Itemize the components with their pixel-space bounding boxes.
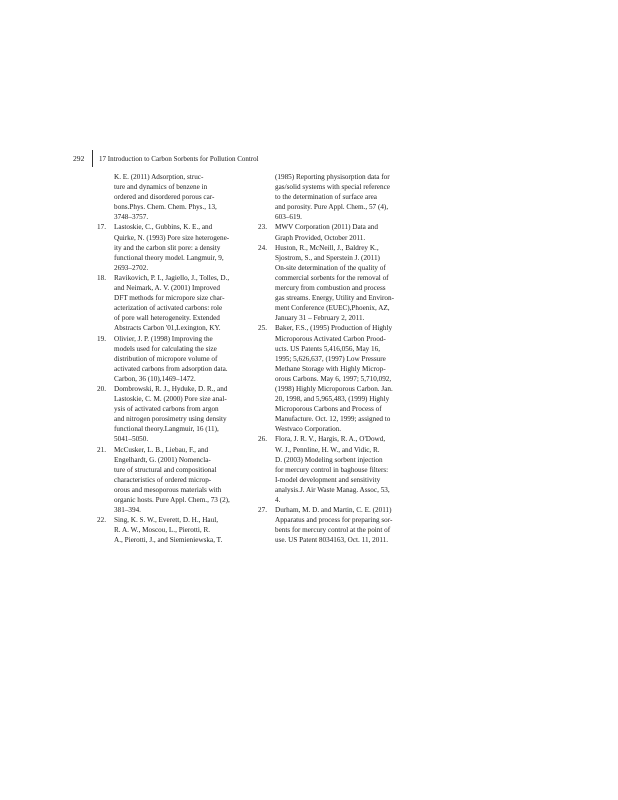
- references-left-column: [97, 172, 247, 545]
- reference-entry: [258, 222, 422, 242]
- reference-line: 4.: [275, 496, 281, 504]
- reference-line: McCusker, L. B., Liebau, F., and: [114, 445, 209, 454]
- reference-line: mercury from combustion and process: [275, 284, 386, 293]
- reference-line: for mercury control in baghouse filters:: [275, 465, 389, 474]
- reference-line: functional theory model. Langmuir, 9,: [114, 253, 224, 262]
- reference-line: MWV Corporation (2011) Data and: [275, 223, 378, 232]
- reference-number: 22.: [97, 516, 106, 525]
- reference-line: ucts. US Patents 5,416,056, May 16,: [275, 344, 381, 353]
- reference-line: commercial sorbents for the removal of: [275, 273, 389, 282]
- reference-line: D. (2003) Modeling sorbent injection: [275, 455, 383, 464]
- reference-line: to the determination of surface area: [275, 193, 377, 202]
- reference-line: 381–394.: [114, 506, 141, 515]
- reference-number: 24.: [258, 243, 267, 252]
- reference-line: Olivier, J. P. (1998) Improving the: [114, 334, 213, 343]
- reference-line: Abstracts Carbon '01,Lexington, KY.: [114, 324, 221, 333]
- reference-line: Quirke, N. (1993) Pore size heterogene-: [114, 233, 230, 242]
- reference-entry: [97, 384, 247, 445]
- reference-line: and Neimark, A. V. (2001) Improved: [114, 284, 220, 293]
- reference-line: Sing, K. S. W., Everett, D. H., Haul,: [114, 516, 219, 525]
- reference-line: ysis of activated carbons from argon: [114, 405, 219, 414]
- reference-line: ture of structural and compositional: [114, 465, 217, 474]
- reference-line: K. E. (2011) Adsorption, struc-: [114, 173, 204, 181]
- chapter-title: 17 Introduction to Carbon Sorbents for Pollution Control: [99, 155, 259, 163]
- reference-number: 25.: [258, 324, 267, 333]
- reference-line: bons.Phys. Chem. Chem. Phys., 13,: [114, 203, 217, 212]
- reference-line: R. A. W., Moscou, L., Pierotti, R.: [114, 526, 211, 535]
- reference-line: 1995; 5,626,637, (1997) Low Pressure: [275, 354, 386, 363]
- reference-line: Graph Provided, October 2011.: [275, 233, 366, 242]
- reference-entry: [258, 172, 422, 222]
- running-header: [0, 150, 618, 170]
- reference-line: characteristics of ordered microp-: [114, 475, 212, 484]
- reference-line: functional theory.Langmuir, 16 (11),: [114, 425, 219, 434]
- reference-line: 20, 1998, and 5,965,483, (1999) Highly: [275, 395, 390, 404]
- reference-entry: [258, 505, 422, 545]
- reference-line: use. US Patent 8034163, Oct. 11, 2011.: [275, 536, 389, 545]
- reference-line: Durham, M. D. and Martin, C. E. (2011): [275, 506, 392, 515]
- reference-line: I-model development and sensitivity: [275, 475, 381, 484]
- reference-line: distribution of micropore volume of: [114, 354, 218, 363]
- reference-line: Huston, R., McNeill, J., Baldrey K.,: [275, 243, 379, 252]
- page-number: 292: [73, 154, 85, 163]
- reference-entry: [97, 515, 247, 545]
- reference-line: (1998) Highly Microporous Carbon. Jan.: [275, 384, 393, 393]
- reference-line: W. J., Pennline, H. W., and Vidic, R.: [275, 445, 380, 454]
- reference-line: Ravikovich, P. I., Jagiello, J., Tolles, D.,: [114, 273, 230, 282]
- reference-entry: [97, 273, 247, 334]
- reference-line: Methane Storage with Highly Microp-: [275, 364, 386, 373]
- reference-line: 5041–5050.: [114, 435, 149, 444]
- reference-number: 17.: [97, 223, 106, 232]
- reference-number: 26.: [258, 435, 267, 444]
- reference-line: activated carbons from adsorption data.: [114, 364, 228, 373]
- reference-line: orous and mesoporous materials with: [114, 485, 222, 494]
- reference-line: Lastoskie, C. M. (2000) Pore size anal-: [114, 395, 227, 404]
- reference-entry: [97, 445, 247, 516]
- reference-entry: [258, 434, 422, 505]
- reference-line: and nitrogen porosimetry using density: [114, 415, 227, 424]
- reference-line: gas streams. Energy, Utility and Environ-: [275, 294, 394, 303]
- reference-line: Sjostrom, S., and Sperstein J. (2011): [275, 253, 380, 262]
- reference-line: Baker, F.S., (1995) Production of Highly: [275, 324, 393, 333]
- references-right-column: [258, 172, 422, 545]
- reference-line: bents for mercury control at the point of: [275, 526, 391, 535]
- reference-line: Dombrowski, R. J., Hyduke, D. R., and: [114, 384, 228, 393]
- reference-line: 2693–2702.: [114, 263, 149, 272]
- reference-entry: [97, 222, 247, 272]
- reference-line: and porosity. Pure Appl. Chem., 57 (4),: [275, 203, 389, 212]
- reference-line: 603–619.: [275, 213, 302, 222]
- reference-line: Manufacture. Oct. 12, 1999; assigned to: [275, 415, 391, 424]
- reference-number: 27.: [258, 506, 267, 515]
- reference-line: ture and dynamics of benzene in: [114, 183, 208, 192]
- reference-number: 21.: [97, 445, 106, 454]
- reference-number: 18.: [97, 273, 106, 282]
- header-divider: [92, 150, 93, 167]
- reference-entry: [258, 243, 422, 324]
- reference-number: 20.: [97, 384, 106, 393]
- reference-line: 3748–3757.: [114, 213, 149, 222]
- reference-line: acterization of activated carbons: role: [114, 304, 223, 313]
- reference-line: orous Carbons. May 6, 1997; 5,710,092,: [275, 374, 392, 383]
- reference-entry: [97, 334, 247, 384]
- reference-entry: [258, 323, 422, 434]
- reference-line: ity and the carbon slit pore: a density: [114, 243, 221, 252]
- reference-line: Engelhardt, G. (2001) Nomencla-: [114, 455, 211, 464]
- reference-line: January 31 – February 2, 2011.: [275, 314, 365, 323]
- reference-line: ment Conference (EUEC),Phoenix, AZ,: [275, 304, 390, 313]
- reference-line: ordered and disordered porous car-: [114, 193, 215, 202]
- reference-line: Carbon, 36 (10),1469–1472.: [114, 374, 196, 383]
- reference-line: analysis.J. Air Waste Manag. Assoc, 53,: [275, 485, 390, 494]
- reference-line: Microporous Carbons and Process of: [275, 405, 382, 414]
- reference-line: organic hosts. Pure Appl. Chem., 73 (2),: [114, 496, 230, 504]
- reference-number: 19.: [97, 334, 106, 343]
- reference-number: 23.: [258, 223, 267, 232]
- reference-line: gas/solid systems with special reference: [275, 183, 390, 192]
- reference-line: Microporous Activated Carbon Prood-: [275, 334, 386, 343]
- reference-entry: [97, 172, 247, 222]
- reference-line: of pore wall heterogeneity. Extended: [114, 314, 220, 323]
- reference-line: (1985) Reporting physisorption data for: [275, 173, 390, 181]
- reference-line: models used for calculating the size: [114, 344, 217, 353]
- reference-line: A., Pierotti, J., and Siemieniewska, T.: [114, 536, 223, 545]
- reference-line: DFT methods for micropore size char-: [114, 294, 225, 303]
- reference-line: On-site determination of the quality of: [275, 263, 386, 272]
- reference-line: Lastoskie, C., Gubbins, K. E., and: [114, 223, 213, 232]
- reference-line: Flora, J. R. V., Hargis, R. A., O'Dowd,: [275, 435, 386, 444]
- reference-line: Westvaco Corporation.: [275, 425, 342, 434]
- reference-line: Apparatus and process for preparing sor-: [275, 516, 393, 525]
